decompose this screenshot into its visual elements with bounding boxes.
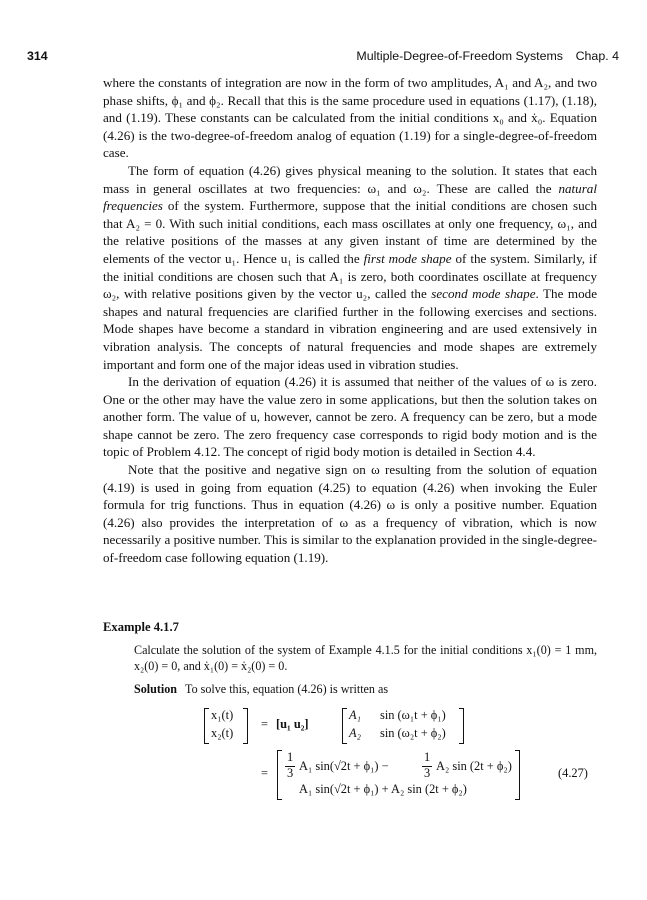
amplitude-a1: A₁	[349, 708, 361, 722]
bracket-right	[515, 750, 520, 800]
paragraph-2-text-b: of the system. Furthermore, suppose that the initial conditions are chosen such that A₂ = 0. With such initial conditions, each mass oscillates at only one frequency, ω₁, and the relative positions of the masses at any given instant of time are determined by the elements of the vector u₁. Hence u₁ is called the	[103, 198, 597, 266]
fraction-1-numerator: 1	[287, 750, 294, 764]
mode-shape-matrix: [u₁ u₂]	[276, 717, 309, 731]
paragraph-2-text-d: . The mode shapes and natural frequencies are clarified further in the following exercises and sections. Mode shapes have become a standard in vibration engineering and are used extensively in vibration analysis. The concepts of natural frequencies and mode shapes are extremely important and form one of the major ideas used in vibration studies.	[103, 286, 598, 372]
paragraph-3: In the derivation of equation (4.26) it is assumed that neither of the values of ω is zero. One or the other may have the value zero in some applications, but then the solution takes on another form. The value of u, however, cannot be zero. A frequency can be zero, but a mode shape cannot be zero. The zero frequency case corresponds to rigid body motion and is the topic of Problem 4.12. The concept of rigid body motion is detailed in Section 4.4.	[103, 374, 597, 460]
example-heading: Example 4.1.7	[103, 620, 179, 634]
lhs-x1: x₁(t)	[211, 708, 234, 722]
sine-term-1: sin (ω₁t + ϕ₁)	[380, 708, 446, 722]
equals-sign-2: =	[261, 766, 268, 780]
emphasis-first-mode-shape: first mode shape	[363, 250, 452, 266]
example-statement: Calculate the solution of the system of Example 4.1.5 for the initial conditions x₁(0) = 1 mm, x₂(0) = 0, and ẋ₁(0) = ẋ₂(0) = 0.	[134, 643, 597, 673]
fraction-1-denominator: 3	[287, 766, 294, 780]
emphasis-second-mode-shape: second mode shape	[431, 286, 536, 302]
row-1-end-term: A₂ sin (2t + ϕ₂)	[436, 759, 512, 773]
paragraph-4: Note that the positive and negative sign on ω resulting from the solution of equation (4.19) is used in going from equation (4.25) to equation (4.26) when invoking the Euler formula for trig functions. Thus in equation (4.26) ω is only a positive number. Equation (4.26) also provides the interpretation of ω as a frequency of vibration, which is now necessarily a positive number. This is similar to the explanation provided in the single-degree-of-freedom case following equation (1.19).	[103, 462, 597, 566]
paragraph-2-text-c: of the system. Similarly, if the initial conditions are chosen such that A₁ is zero, both coordinates oscillate at frequency ω₂, with relative positions given by the vector u₂, called the	[103, 250, 597, 302]
bracket-right	[459, 708, 464, 744]
paragraph-2-text-a: The form of equation (4.26) gives physical meaning to the solution. It states that each mass in general oscillates at two frequencies: ω₁ and ω₂. These are called the	[103, 162, 597, 196]
lhs-x2: x₂(t)	[211, 726, 234, 740]
bracket-left	[204, 708, 209, 744]
bracket-left	[342, 708, 347, 744]
paragraph-1: where the constants of integration are now in the form of two amplitudes, A₁ and A₂, and two phase shifts, ϕ₁ and ϕ₂. Recall that this is the same procedure used in equations (1.17), (1.18), and (1.19). These constants can be calculated from the initial conditions x₀ and ẋ₀. Equation (4.26) is the two-degree-of-freedom analog of equation (1.19) for a single-degree-of-freedom case.	[103, 75, 597, 161]
amplitude-a2: A₂	[349, 726, 361, 740]
equals-sign-1: =	[261, 717, 268, 731]
sine-term-2: sin (ω₂t + ϕ₂)	[380, 726, 446, 740]
solution-label: Solution	[134, 682, 178, 697]
emphasis-natural-frequencies: natural frequencies	[103, 180, 597, 214]
row-2-term: A₁ sin(√2t + ϕ₁) + A₂ sin (2t + ϕ₂)	[299, 782, 467, 796]
bracket-left	[277, 750, 282, 800]
row-1-middle-term: A₁ sin(√2t + ϕ₁) −	[299, 759, 389, 773]
solution-text: To solve this, equation (4.26) is written as	[185, 682, 389, 697]
page-number: 314	[27, 49, 48, 63]
chapter-label: Chap. 4	[575, 49, 619, 63]
running-title: Multiple-Degree-of-Freedom Systems	[356, 49, 563, 63]
equation-number: (4.27)	[558, 766, 588, 780]
bracket-right	[243, 708, 248, 744]
fraction-2-denominator: 3	[424, 766, 431, 780]
fraction-2-numerator: 1	[424, 750, 431, 764]
